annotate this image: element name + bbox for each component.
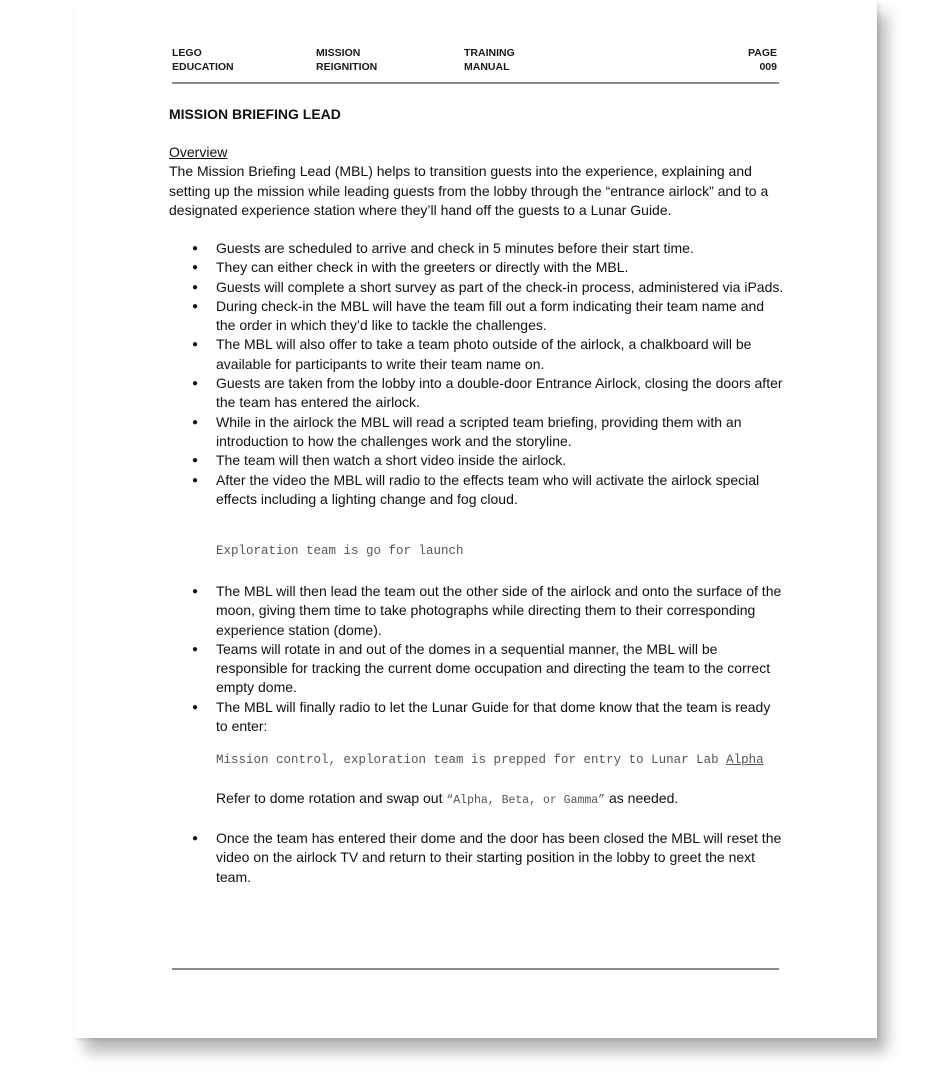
list-item: ● Guests are scheduled to arrive and check in 5 minutes before their start time.	[192, 239, 784, 258]
radio-script-launch: Exploration team is go for launch	[216, 544, 464, 558]
list-item: ● Once the team has entered their dome and the door has been closed the MBL will reset the video on the airlock TV and return to their starting position in the lobby to greet the next team.	[192, 829, 784, 887]
list-item: ● The MBL will finally radio to let the Lunar Guide for that dome know that the team is ready to enter:	[192, 698, 784, 737]
overview-paragraph: The Mission Briefing Lead (MBL) helps to transition guests into the experience, explaining and setting up the mission while leading guests from the lobby through the “entrance airlock” and to a designated experience station where they’ll hand off the guests to a Lunar Guide.	[169, 163, 769, 218]
radio-script-entry: Mission control, exploration team is prepped for entry to Lunar Lab Alpha	[216, 753, 764, 767]
list-item: ● During check-in the MBL will have the team fill out a form indicating their team name and the order in which they’d like to tackle the challenges.	[192, 297, 784, 336]
overview-heading: Overview	[169, 144, 228, 160]
section-title: MISSION BRIEFING LEAD	[169, 106, 341, 122]
list-item: ● They can either check in with the greeters or directly with the MBL.	[192, 258, 784, 277]
header-divider	[172, 82, 779, 84]
dome-options: “Alpha, Beta, or Gamma”	[446, 794, 606, 807]
list-item: ● Teams will rotate in and out of the domes in a sequential manner, the MBL will be responsible for tracking the current dome occupation and directing the team to the correct empty dome.	[192, 640, 784, 698]
list-item: ● After the video the MBL will radio to the effects team who will activate the airlock special effects including a lighting change and fog cloud.	[192, 471, 784, 510]
procedure-list-3	[192, 829, 784, 887]
header-page-number: PAGE 009	[748, 47, 777, 73]
document-page	[75, 0, 877, 1038]
footer-divider	[172, 968, 779, 970]
dome-rotation-note: Refer to dome rotation and swap out “Alpha, Beta, or Gamma” as needed.	[216, 790, 679, 807]
list-item: ● The MBL will then lead the team out the other side of the airlock and onto the surface of the moon, giving them time to take photographs while directing them to their corresponding experience station (dome).	[192, 582, 784, 640]
header-doc-type: TRAINING MANUAL	[464, 47, 515, 73]
header-project: MISSION REIGNITION	[316, 47, 378, 73]
procedure-list-2	[192, 582, 784, 736]
header-org: LEGO EDUCATION	[172, 47, 234, 73]
list-item: ● The MBL will also offer to take a team photo outside of the airlock, a chalkboard will be available for participants to write their team name on.	[192, 335, 784, 374]
list-item: ● Guests are taken from the lobby into a double-door Entrance Airlock, closing the doors after the team has entered the airlock.	[192, 374, 784, 413]
procedure-list-1	[192, 239, 784, 509]
list-item: ● Guests will complete a short survey as part of the check-in process, administered via iPads.	[192, 278, 784, 297]
list-item: ● While in the airlock the MBL will read a scripted team briefing, providing them with an introduction to how the challenges work and the storyline.	[192, 413, 784, 452]
dome-name: Alpha	[726, 753, 764, 767]
list-item: ● The team will then watch a short video inside the airlock.	[192, 451, 784, 470]
